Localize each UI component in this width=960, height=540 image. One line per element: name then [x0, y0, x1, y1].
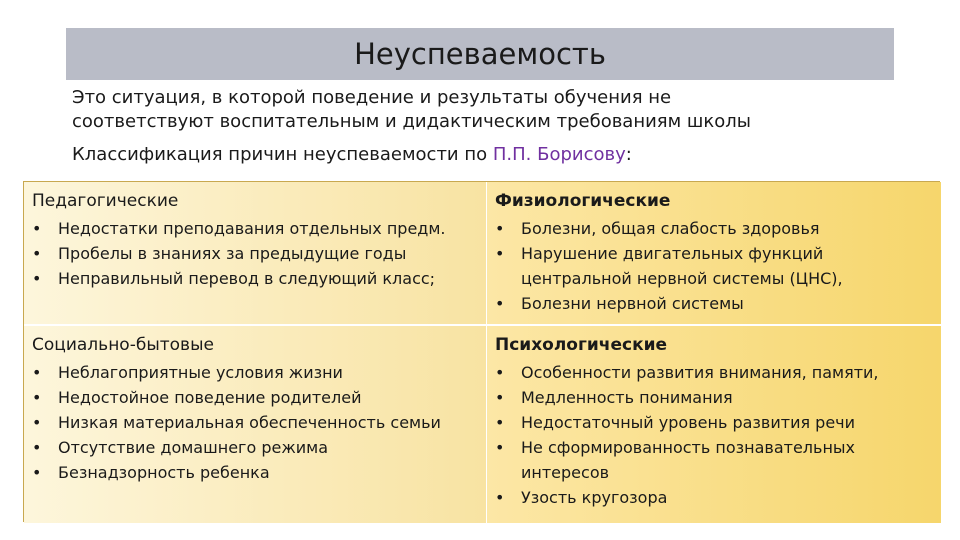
- list-item: • Недостатки преподавания отдельных предм.: [32, 216, 478, 241]
- list-item: • Неправильный перевод в следующий класс;: [32, 266, 478, 291]
- list-item-line: интересов: [521, 463, 610, 482]
- heading-social: Социально-бытовые: [32, 335, 214, 355]
- heading-pedagogical: Педагогические: [32, 191, 179, 211]
- list-item: • Болезни, общая слабость здоровья: [495, 216, 933, 241]
- cell-social: [24, 324, 486, 523]
- list-item: • Недостойное поведение родителей: [32, 385, 478, 410]
- title-bar: [66, 28, 894, 80]
- list-item: • Пробелы в знаниях за предыдущие годы: [32, 241, 478, 266]
- classification-line: [72, 143, 932, 167]
- list-item: • Низкая материальная обеспеченность семьи: [32, 410, 478, 435]
- list-item-line: • Не сформированность познавательных: [521, 438, 856, 457]
- list-item: • Неблагоприятные условия жизни: [32, 360, 478, 385]
- list-item: • Безнадзорность ребенка: [32, 460, 478, 485]
- classification-author: П.П. Борисову: [492, 144, 626, 165]
- definition-line-1: Это ситуация, в которой поведение и результаты обучения не: [72, 87, 672, 108]
- heading-psychological: Психологические: [495, 335, 668, 355]
- classification-prefix: Классификация причин неуспеваемости по: [72, 144, 493, 165]
- list-item: • Недостаточный уровень развития речи: [495, 410, 933, 435]
- list-item: • Отсутствие домашнего режима: [32, 435, 478, 460]
- page-title: Неуспеваемость: [354, 37, 606, 71]
- cell-psychological: [486, 324, 941, 523]
- definition-line-2: соответствуют воспитательным и дидактическим требованиям школы: [72, 111, 752, 132]
- list-social: [32, 360, 478, 485]
- list-pedagogical: [32, 216, 478, 291]
- classification-suffix: :: [625, 144, 632, 165]
- list-item: • Особенности развития внимания, памяти,: [495, 360, 933, 385]
- list-psychological: [495, 360, 933, 510]
- list-physiological: [495, 216, 933, 316]
- list-item: • Медленность понимания: [495, 385, 933, 410]
- list-item-line: • Нарушение двигательных функций: [521, 244, 824, 263]
- list-item: [495, 241, 933, 291]
- list-item: [495, 435, 933, 485]
- cell-physiological: [486, 182, 941, 324]
- heading-physiological: Физиологические: [495, 191, 671, 211]
- list-item: • Болезни нервной системы: [495, 291, 933, 316]
- list-item-line: центральной нервной системы (ЦНС),: [521, 269, 843, 288]
- list-item: • Узость кругозора: [495, 485, 933, 510]
- intro-text: [72, 86, 932, 167]
- cell-pedagogical: [24, 182, 486, 324]
- causes-table: [23, 181, 940, 522]
